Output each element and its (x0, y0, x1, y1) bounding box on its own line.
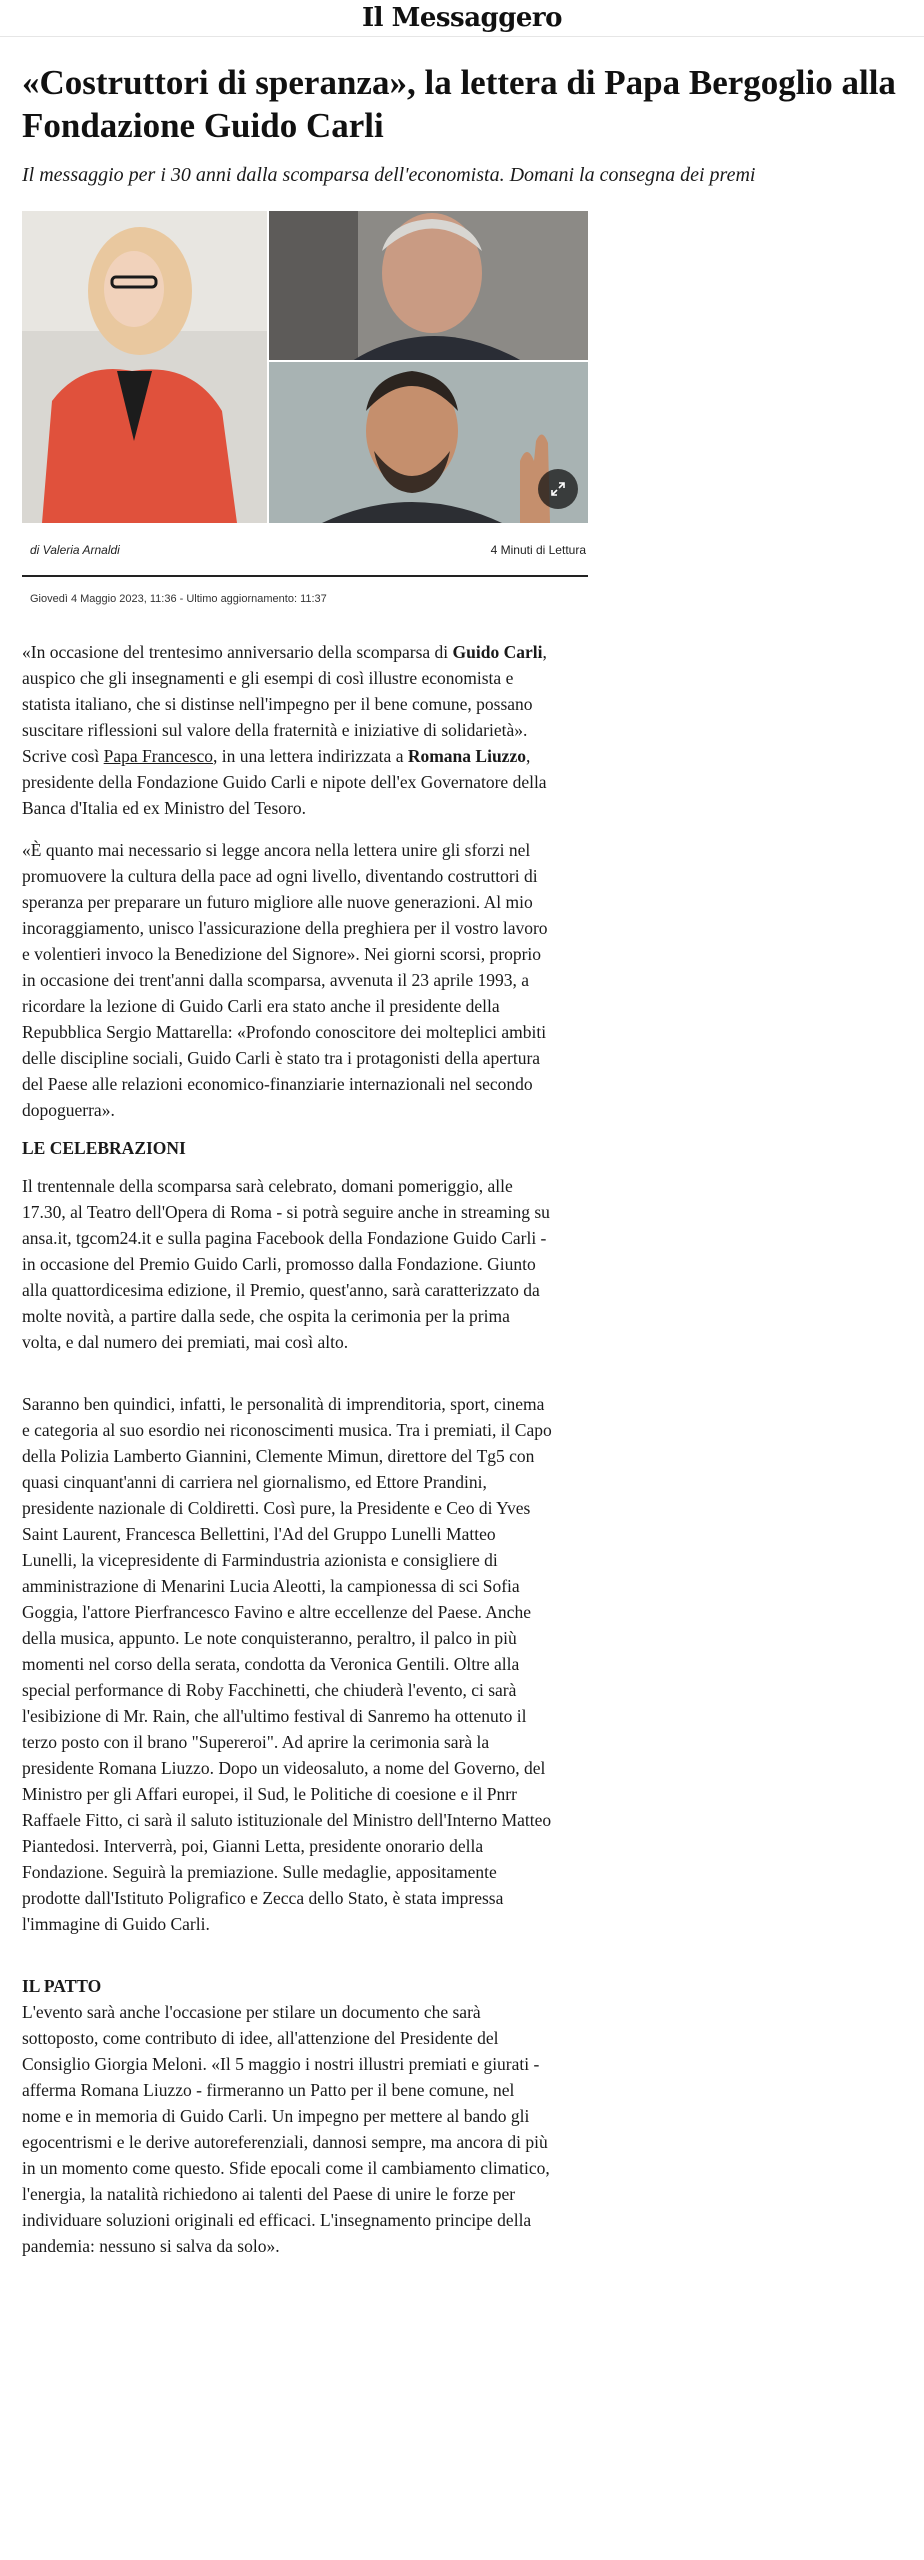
photo-left-face (104, 251, 164, 327)
article-title: «Costruttori di speranza», la lettera di Papa Bergoglio alla Fondazione Guido Carli (22, 63, 896, 145)
author-byline[interactable]: di Valeria Arnaldi (30, 543, 120, 557)
meta-divider (22, 575, 588, 577)
reading-time: 4 Minuti di Lettura (490, 543, 586, 557)
hero-collage-graphic (22, 211, 588, 523)
paragraph-2: «È quanto mai necessario si legge ancora nella lettera unire gli sforzi nel promuovere la cultura della pace ad ogni livello, diventando costruttori di speranza per preparare un futuro migliore alle nuove generazioni. Al mio incoraggiamento, unisco l'assicurazione della preghiera per il vostro lavoro e volentieri invoco la Benedizione del Signore». Nei giorni scorsi, proprio in occasione dei trent'anni dalla scomparsa, avvenuta il 23 aprile 1993, a ricordare la lezione di Guido Carli era stato anche il presidente della Repubblica Sergio Mattarella: «Profondo conoscitore dei molteplici ambiti delle discipline sociali, Guido Carli è stato tra i protagonisti della apertura del Paese alle relazioni economico-finanziarie internazionali nel secondo dopoguerra». (22, 840, 548, 1120)
p1-bold-guido-carli: Guido Carli (452, 642, 543, 662)
hero-image-collage[interactable] (22, 211, 588, 523)
p1-text-3: , in una lettera indirizzata a (213, 746, 408, 766)
p1-bold-romana-liuzzo: Romana Liuzzo (407, 746, 526, 766)
p1-text-1: «In occasione del trentesimo anniversario della scomparsa di (22, 642, 453, 662)
expand-icon (550, 481, 566, 497)
article-body (22, 639, 552, 2259)
article-container (0, 61, 924, 2259)
article-meta (22, 543, 586, 557)
p1-text-4: , presidente della Fondazione Guido Carli e nipote dell'ex Governatore della Banca d'Italia ed ex Ministro del Tesoro. (22, 746, 547, 818)
section-title-celebrazioni: LE CELEBRAZIONI (22, 1138, 186, 1158)
paragraph-4: Saranno ben quindici, infatti, le personalità di imprenditoria, sport, cinema e categoria al suo esordio nei riconoscimenti musica. Tra i premiati, il Capo della Polizia Lamberto Giannini, Clemente Mimun, direttore del Tg5 con quasi cinquant'anni di carriera nel giornalismo, ed Ettore Prandini, presidente nazionale di Coldiretti. Così pure, la Presidente e Ceo di Yves Saint Laurent, Francesca Bellettini, l'Ad del Gruppo Lunelli Matteo Lunelli, la vicepresidente di Farmindustria azionista e consigliere di amministrazione di Menarini Lucia Aleotti, la campionessa di sci Sofia Goggia, l'attore Pierfrancesco Favino e altre eccellenze del Paese. Anche della musica, appunto. Le note conquisteranno, peraltro, il palco in più momenti nel corso della serata, condotta da Veronica Gentili. Oltre alla special performance di Roby Facchinetti, che chiuderà l'evento, ci sarà l'esibizione di Mr. Rain, che all'ultimo festival di Sanremo ha ottenuto il terzo posto con il brano "Supereroi". Ad aprire la cerimonia sarà la presidente Romana Liuzzo. Dopo un videosaluto, a nome del Governo, del Ministro per gli Affari europei, il Sud, le Politiche di coesione e il Pnrr Raffaele Fitto, ci sarà il saluto istituzionale del Ministro dell'Interno Matteo Piantedosi. Interverrà, poi, Gianni Letta, presidente onorario della Fondazione. Seguirà la premiazione. Sulle medaglie, appositamente prodotte dall'Istituto Poligrafico e Zecca dello Stato, è stata impressa l'immagine di Guido Carli. (22, 1394, 552, 1934)
paragraph-5: L'evento sarà anche l'occasione per stilare un documento che sarà sottoposto, come contributo di idee, all'attenzione del Presidente del Consiglio Giorgia Meloni. «Il 5 maggio i nostri illustri premiati e giurati - afferma Romana Liuzzo - firmeranno un Patto per il bene comune, nel nome e in memoria di Guido Carli. Un impegno per mettere al bando gli egocentrismi e le derive autoreferenziali, dannosi sempre, ma ancora di più in un momento come questo. Sfide epocali come il cambiamento climatico, l'energia, la natalità richiedono ai talenti del Paese di unire le forze per individuare soluzioni originali ed efficaci. L'insegnamento principe della pandemia: nessuno si salva da solo». (22, 2002, 550, 2256)
paragraph-3: Il trentennale della scomparsa sarà celebrato, domani pomeriggio, alle 17.30, al Teatro dell'Opera di Roma - si potrà seguire anche in streaming su ansa.it, tgcom24.it e sulla pagina Facebook della Fondazione Guido Carli - in occasione del Premio Guido Carli, promosso dalla Fondazione. Giunto alla quattordicesima edizione, il Premio, quest'anno, sarà caratterizzato da molte novità, a partire dalla sede, che ospita la cerimonia per la prima volta, e dal numero dei premiati, mai così alto. (22, 1176, 550, 1352)
masthead (0, 0, 924, 37)
paragraph-1 (22, 639, 552, 821)
dateline: Giovedì 4 Maggio 2023, 11:36 - Ultimo aggiornamento: 11:37 (30, 593, 327, 605)
expand-image-button[interactable] (538, 469, 578, 509)
article-subtitle: Il messaggio per i 30 anni dalla scomparsa dell'economista. Domani la consegna dei premi (22, 164, 756, 186)
papa-francesco-link[interactable]: Papa Francesco (103, 746, 213, 766)
site-logo[interactable]: Il Messaggero (362, 3, 562, 33)
p1-text-2: , auspico che gli insegnamenti e gli esempi di così illustre economista e statista italiano, che si distinse nell'impegno per il bene comune, possano suscitare riflessioni sul valore della fraternità e iniziative di solidarietà». Scrive così (22, 642, 547, 766)
section-title-patto: IL PATTO (22, 1976, 102, 1996)
